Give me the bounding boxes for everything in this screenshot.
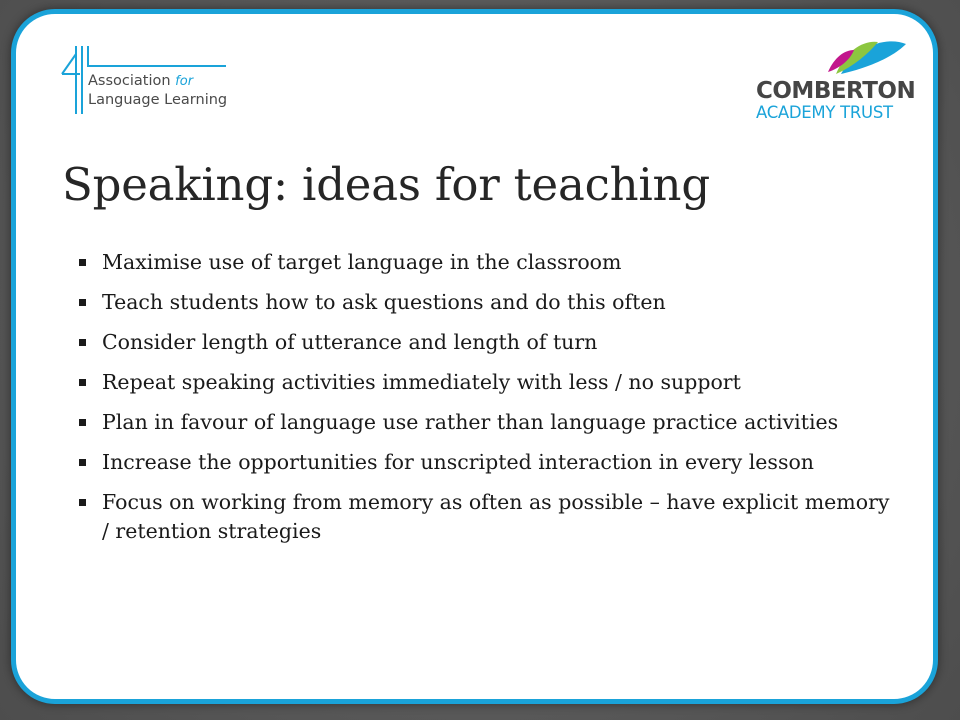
bullet-item	[76, 328, 896, 357]
bullet-square-icon	[79, 419, 86, 426]
bullet-text: Repeat speaking activities immediately with less / no support	[102, 370, 741, 394]
bullet-square-icon	[79, 379, 86, 386]
bullet-square-icon	[79, 499, 86, 506]
bullet-item	[76, 368, 896, 397]
comberton-logo	[746, 40, 926, 122]
bullet-text: Focus on working from memory as often as possible – have explicit memory / retention strategies	[102, 490, 890, 543]
bullet-square-icon	[79, 299, 86, 306]
all-logo	[58, 44, 238, 124]
bullet-square-icon	[79, 339, 86, 346]
bullet-square-icon	[79, 259, 86, 266]
all-logo-text	[88, 72, 227, 109]
bullet-square-icon	[79, 459, 86, 466]
bullet-text: Teach students how to ask questions and do this often	[102, 290, 666, 314]
all-logo-line2: Language Learning	[88, 92, 228, 108]
slide	[11, 9, 938, 704]
bullet-text: Consider length of utterance and length of turn	[102, 330, 598, 354]
bullet-text: Increase the opportunities for unscripted interaction in every lesson	[102, 450, 815, 474]
bullet-item	[76, 448, 896, 477]
bullet-item	[76, 408, 896, 437]
all-logo-for: for	[175, 74, 194, 89]
bullet-item	[76, 488, 896, 546]
slide-title: Speaking: ideas for teaching	[62, 158, 710, 211]
bullet-text: Plan in favour of language use rather than language practice activities	[102, 410, 839, 434]
comberton-name: COMBERTON	[756, 78, 916, 104]
bullet-text: Maximise use of target language in the classroom	[102, 250, 622, 274]
comberton-subtitle: ACADEMY TRUST	[756, 103, 893, 122]
bullet-item	[76, 288, 896, 317]
all-logo-line1: Association	[88, 73, 171, 89]
bullet-list	[76, 248, 896, 557]
comberton-leaf-icon	[746, 36, 926, 81]
bullet-item	[76, 248, 896, 277]
